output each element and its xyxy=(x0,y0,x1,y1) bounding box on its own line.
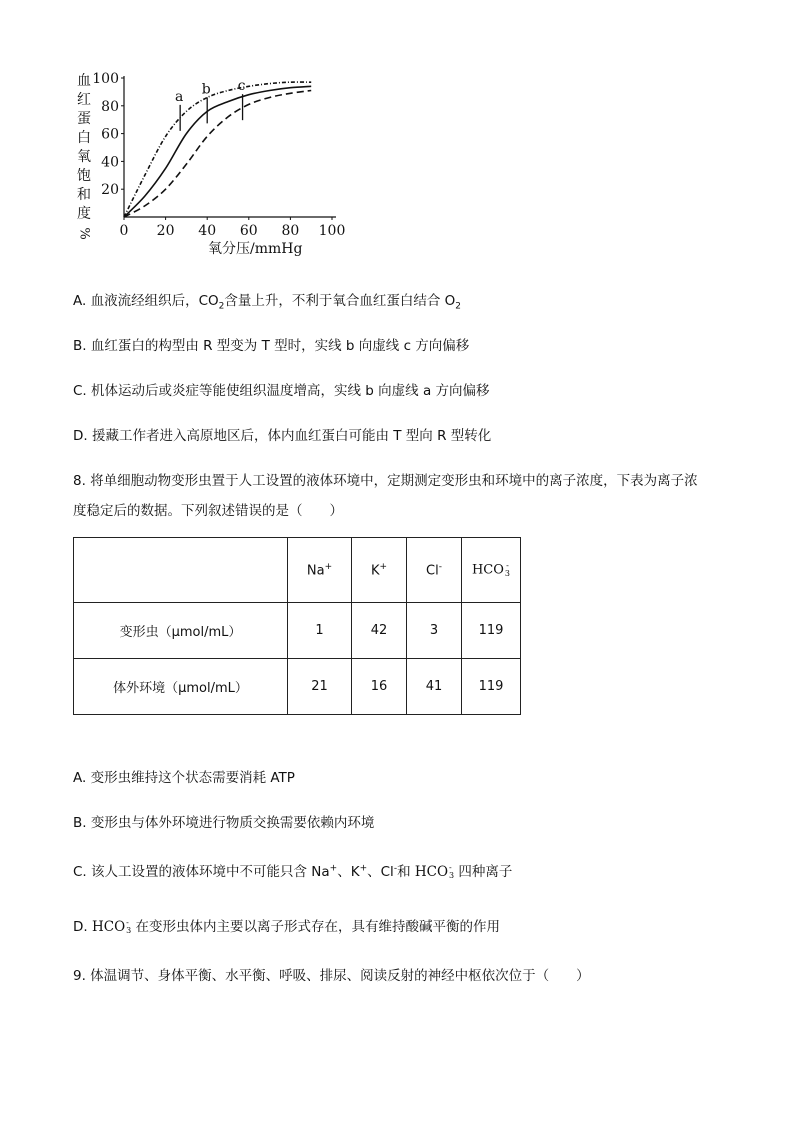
chart-y-axis-label xyxy=(74,72,94,243)
table-cell: 119 xyxy=(462,603,521,659)
curve-c xyxy=(124,88,311,217)
x-tick-label: 60 xyxy=(239,223,258,239)
y-label-char: 饱 xyxy=(77,168,91,184)
table-cell: 16 xyxy=(352,659,407,715)
x-tick-label: 20 xyxy=(156,223,175,239)
option-7c: C. 机体运动后或炎症等能使组织温度增高，实线 b 向虚线 a 方向偏移 xyxy=(73,383,490,399)
table-cell: 41 xyxy=(407,659,462,715)
table-row-label: 变形虫（μmol/mL） xyxy=(74,603,288,659)
table-cell: 42 xyxy=(352,603,407,659)
y-tick-label: 20 xyxy=(101,182,119,199)
option-7d: D. 援藏工作者进入高原地区后，体内血红蛋白可能由 T 型向 R 型转化 xyxy=(73,428,492,444)
ion-concentration-table xyxy=(73,537,521,715)
curve-label-a: a xyxy=(174,88,184,105)
table-cell: 21 xyxy=(288,659,352,715)
table-cell: 1 xyxy=(288,603,352,659)
y-tick-label: 100 xyxy=(92,71,119,87)
curve-a xyxy=(124,82,311,217)
table-header-row xyxy=(74,538,521,603)
oxygen-dissociation-chart xyxy=(70,62,360,262)
y-label-char: 氧 xyxy=(77,149,91,165)
option-8b: B. 变形虫与体外环境进行物质交换需要依赖内环境 xyxy=(73,815,375,831)
y-label-char: 蛋 xyxy=(77,111,91,127)
y-label-char: 和 xyxy=(77,187,91,203)
option-7a-sub1: 2 xyxy=(218,301,225,312)
option-7a-sub2: 2 xyxy=(455,301,462,312)
question-8-line2: 度稳定后的数据。下列叙述错误的是（ ） xyxy=(73,503,343,519)
question-9: 9. 体温调节、身体平衡、水平衡、呼吸、排尿、阅读反射的神经中枢依次位于（ ） xyxy=(73,968,590,984)
option-8d: D. HCO - 3 在变形虫体内主要以离子形式存在，具有维持酸碱平衡的作用 xyxy=(73,918,501,935)
curve-b xyxy=(124,86,311,217)
y-tick-label: 80 xyxy=(101,98,119,115)
option-8a: A. 变形虫维持这个状态需要消耗 ATP xyxy=(73,770,295,786)
option-7b: B. 血红蛋白的构型由 R 型变为 T 型时，实线 b 向虚线 c 方向偏移 xyxy=(73,338,470,354)
y-label-char: 血 xyxy=(77,73,91,89)
x-tick-label: 40 xyxy=(198,223,217,239)
y-label-char: 红 xyxy=(77,92,91,108)
y-tick-label: 40 xyxy=(101,154,119,171)
table-row xyxy=(74,659,521,715)
table-row xyxy=(74,603,521,659)
y-tick-label: 60 xyxy=(101,126,119,143)
option-7a xyxy=(73,289,461,312)
option-8c: C. 该人工设置的液体环境中不可能只含 Na+、K+、Cl-和 HCO - 3 四种离子 xyxy=(73,863,513,880)
table-row-label: 体外环境（μmol/mL） xyxy=(74,659,288,715)
table-header-na: Na+ xyxy=(288,538,352,603)
y-label-char: 度 xyxy=(77,206,91,222)
curve-label-b: b xyxy=(201,81,211,98)
curve-label-c: c xyxy=(237,78,246,95)
chart-x-axis-label: 氧分压/mmHg xyxy=(208,241,303,257)
table-cell: 3 xyxy=(407,603,462,659)
table-header-empty xyxy=(74,538,288,603)
table-header-hco3: HCO - 3 xyxy=(462,538,521,603)
x-tick-label: 80 xyxy=(281,223,300,239)
table-cell: 119 xyxy=(462,659,521,715)
option-7a-mid: 含量上升，不利于氧合血红蛋白结合 O xyxy=(224,293,456,309)
y-label-char: 白 xyxy=(77,130,91,146)
question-8-line1: 8. 将单细胞动物变形虫置于人工设置的液体环境中，定期测定变形虫和环境中的离子浓度，下表为离子浓 xyxy=(73,473,698,489)
y-label-char: % xyxy=(76,227,92,240)
table-header-k: K+ xyxy=(352,538,407,603)
x-tick-label: 100 xyxy=(318,223,346,239)
x-tick-label: 0 xyxy=(119,223,129,239)
table-header-cl: Cl- xyxy=(407,538,462,603)
option-7a-pre: A. 血液流经组织后，CO xyxy=(73,293,219,309)
